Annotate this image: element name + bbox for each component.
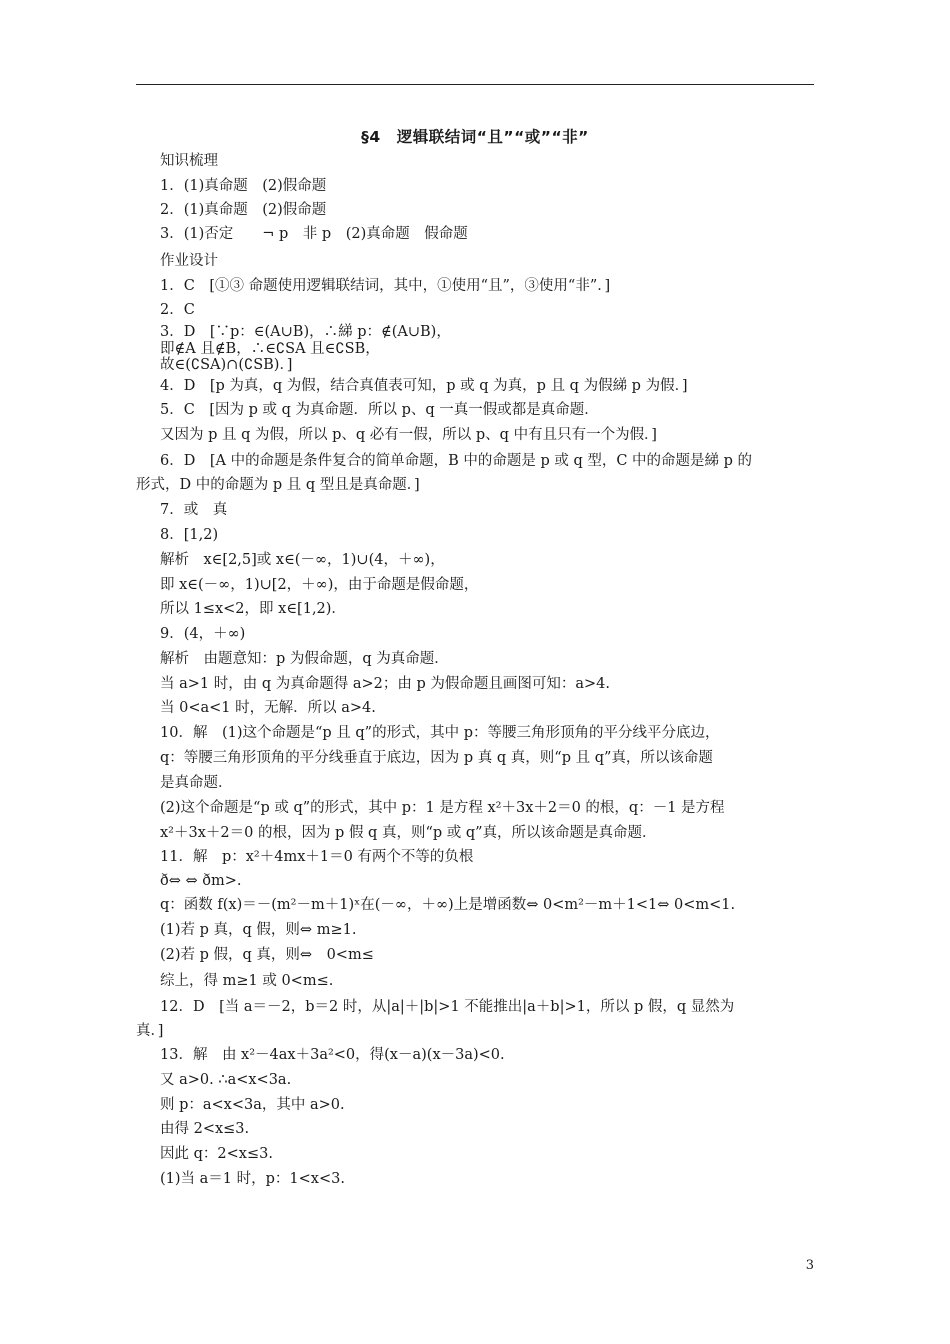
text-line: 解析 x∈[2,5]或 x∈(－∞，1)∪(4，＋∞)， — [160, 552, 445, 568]
text-line: (1)当 a＝1 时，p：1<x<3. — [160, 1171, 345, 1187]
text-line: 6．D [A 中的命题是条件复合的简单命题，B 中的命题是 p 或 q 型，C 中的命题是綈 p 的 — [160, 453, 753, 469]
text-line: 10．解 (1)这个命题是“p 且 q”的形式，其中 p：等腰三角形顶角的平分线平分底边， — [160, 725, 720, 741]
text-line: 又 a>0. ∴a<x<3a. — [160, 1072, 292, 1088]
text-line: (1)若 p 真，q 假，则⇔ m≥1. — [160, 922, 357, 938]
text-line: 真．] — [136, 1023, 164, 1039]
text-line: ð⇔ ⇔ ðm>. — [160, 873, 242, 889]
text-line: 知识梳理 — [160, 153, 218, 169]
text-line: 因此 q：2<x≤3. — [160, 1146, 273, 1162]
text-line: 1．(1)真命题 (2)假命题 — [160, 178, 327, 194]
text-line: 3．(1)否定 ¬ p 非 p (2)真命题 假命题 — [160, 226, 468, 242]
text-line: 12．D [当 a＝－2，b＝2 时，从|a|＋|b|>1 不能推出|a＋b|>1，所以 p 假，q 显然为 — [160, 999, 735, 1015]
text-line: 故∈(∁SA)∩(∁SB)．] — [160, 357, 293, 373]
text-line: 8．[1,2) — [160, 527, 219, 543]
text-line: 1．C [①③ 命题使用逻辑联结词，其中，①使用“且”，③使用“非”．] — [160, 278, 611, 294]
text-line: 作业设计 — [160, 253, 218, 269]
text-line: x²＋3x＋2＝0 的根，因为 p 假 q 真，则“p 或 q”真，所以该命题是真命题． — [160, 825, 657, 841]
text-line: 5．C [因为 p 或 q 为真命题．所以 p、q 一真一假或都是真命题． — [160, 402, 599, 418]
text-line: 综上，得 m≥1 或 0<m≤. — [160, 973, 334, 989]
text-line: 4．D [p 为真，q 为假，结合真值表可知，p 或 q 为真，p 且 q 为假綈 p 为假．] — [160, 378, 688, 394]
text-line: 解析 由题意知：p 为假命题，q 为真命题． — [160, 651, 449, 667]
text-line: q：函数 f(x)＝－(m²－m＋1)ˣ在(－∞，＋∞)上是增函数⇔ 0<m²－m＋1<1⇔ 0<m<1. — [160, 897, 736, 913]
section-title: §4 逻辑联结词“且”“或”“非” — [361, 128, 589, 146]
text-line: 所以 1≤x<2，即 x∈[1,2)． — [160, 601, 346, 617]
text-line: 7．或 真 — [160, 502, 228, 518]
text-line: 又因为 p 且 q 为假，所以 p、q 必有一假，所以 p、q 中有且只有一个为假．] — [160, 427, 657, 443]
text-line: 2．C — [160, 302, 195, 318]
text-line: 则 p：a<x<3a，其中 a>0. — [160, 1097, 345, 1113]
text-line: (2)若 p 假，q 真，则⇔ 0<m≤ — [160, 947, 374, 963]
text-line: 即∉A 且∉B，∴∈∁SA 且∈∁SB， — [160, 341, 380, 357]
text-line: 形式，D 中的命题为 p 且 q 型且是真命题．] — [136, 477, 420, 493]
text-line: 是真命题． — [160, 775, 233, 791]
page-number: 3 — [805, 1258, 814, 1273]
text-line: 3．D [∵p：∈(A∪B)，∴綈 p：∉(A∪B)， — [160, 324, 451, 340]
text-line: 9．(4，＋∞) — [160, 626, 246, 642]
text-line: 11．解 p：x²＋4mx＋1＝0 有两个不等的负根 — [160, 849, 474, 865]
text-line: 即 x∈(－∞，1)∪[2，＋∞)，由于命题是假命题， — [160, 577, 479, 593]
text-line: q：等腰三角形顶角的平分线垂直于底边，因为 p 真 q 真，则“p 且 q”真，所以该命题 — [160, 750, 713, 766]
text-line: 当 0<a<1 时，无解．所以 a>4. — [160, 700, 376, 716]
text-line: 13．解 由 x²－4ax＋3a²<0，得(x－a)(x－3a)<0. — [160, 1047, 505, 1063]
text-line: (2)这个命题是“p 或 q”的形式，其中 p：1 是方程 x²＋3x＋2＝0 的根，q：－1 是方程 — [160, 800, 725, 816]
text-line: 当 a>1 时，由 q 为真命题得 a>2；由 p 为假命题且画图可知：a>4. — [160, 676, 610, 692]
text-line: 由得 2<x≤3. — [160, 1121, 250, 1137]
text-line: 2．(1)真命题 (2)假命题 — [160, 202, 327, 218]
